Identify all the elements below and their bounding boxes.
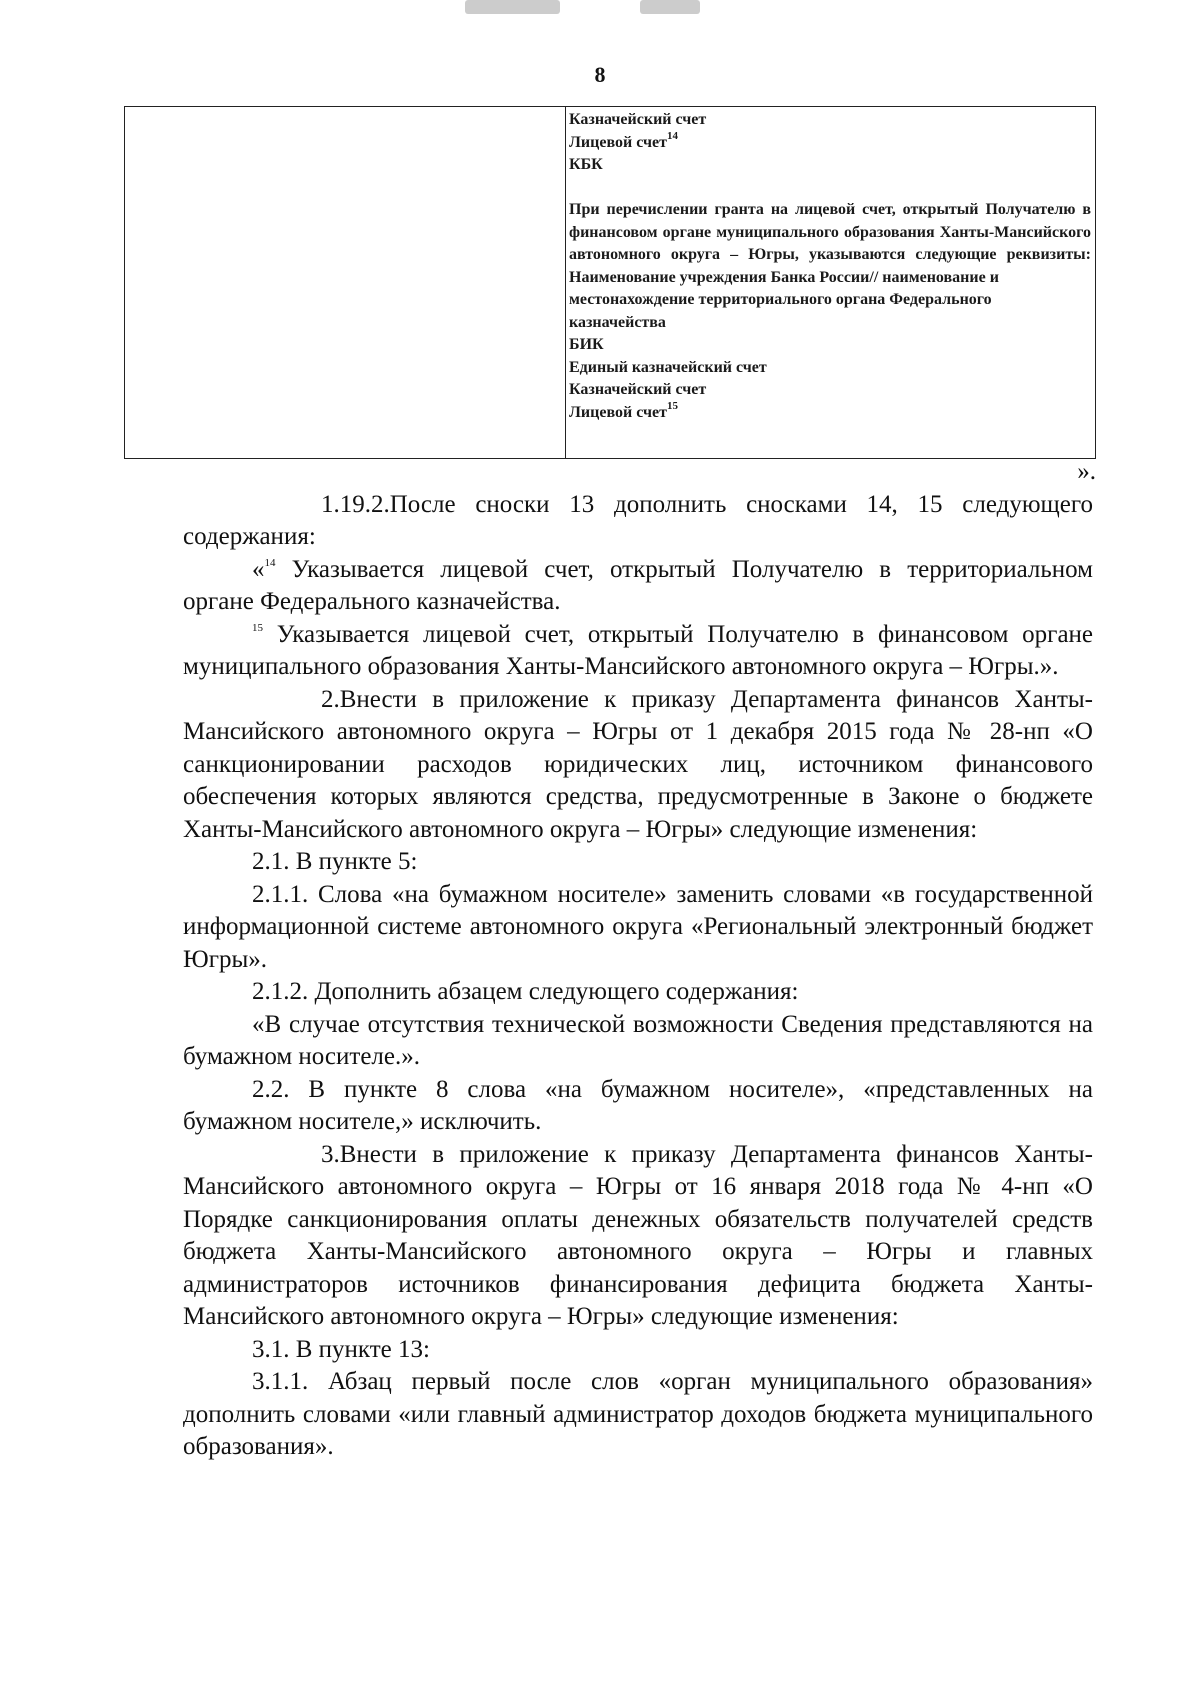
- paragraph-2-1-2: 2.1.2. Дополнить абзацем следующего содержания:: [252, 978, 799, 1005]
- footnote-ref: 14: [666, 130, 678, 143]
- cell-line: Лицевой счет$^{15}$: [569, 400, 678, 421]
- footnote-15: $^{15}$ Указывается лицевой счет, открытый Получателю в финансовом органе муниципального образования Ханты-Мансийского автономного округа – Югры.».: [183, 620, 1094, 680]
- cell-line: казначейства: [569, 313, 666, 331]
- cell-line: Казначейский счет: [569, 111, 707, 128]
- cell-line: местонахождение территориального органа Федерального: [569, 291, 992, 308]
- closing-quote: ».: [1077, 458, 1096, 485]
- cell-paragraph: При перечислении гранта на лицевой счет, открытый Получателю в финансовом органе муниципального образования Ханты-Мансийского автономного округа – Югры, указываются следующие реквизиты:: [569, 201, 1091, 263]
- footnote-ref: 15: [252, 622, 263, 635]
- paragraph-1-19-2: 1.19.2.После сноски 13 дополнить сносками 14, 15 следующего содержания:: [183, 490, 1093, 550]
- cell-line: КБК: [569, 156, 603, 173]
- cell-line: Наименование учреждения Банка России// наименование и: [569, 268, 999, 286]
- paragraph-3: 3.Внести в приложение к приказу Департамента финансов Ханты-Мансийского автономного округа – Югры от 16 января 2018 года № 4-нп «О Порядке санкционирования оплаты денежных обязательств получателей средств бюджета Ханты-Мансийского автономного округа – Югры и главных администраторов источников финансирования дефицита бюджета Ханты-Мансийского автономного округа – Югры» следующие изменения:: [183, 1140, 1093, 1330]
- paragraph-2-1: 2.1. В пункте 5:: [252, 848, 418, 875]
- scan-artifact: [465, 0, 560, 14]
- footnote-ref: 14: [264, 557, 276, 570]
- footnote-ref: 15: [666, 400, 678, 413]
- requisites-cell: [569, 109, 1091, 424]
- paragraph-number: 1.19.2.: [321, 490, 390, 518]
- paragraph-number: 2.: [321, 685, 340, 713]
- scan-artifact: [640, 0, 700, 14]
- paragraph-2-1-2-quote: «В случае отсутствия технической возможности Сведения представляются на бумажном носителе.».: [183, 1010, 1093, 1070]
- cell-line: БИК: [569, 336, 604, 353]
- document-body: [183, 456, 1096, 1464]
- paragraph-3-1-1: 3.1.1. Абзац первый после слов «орган муниципального образования» дополнить словами «или главный администратор доходов бюджета муниципального образования».: [183, 1368, 1093, 1460]
- table-column-divider: [565, 107, 566, 458]
- cell-line: Лицевой счет$^{14}$: [569, 130, 678, 151]
- page-number: 8: [594, 62, 606, 87]
- paragraph-2-1-1: 2.1.1. Слова «на бумажном носителе» заменить словами «в государственной информационной системе автономного округа «Региональный электронный бюджет Югры».: [183, 880, 1093, 973]
- paragraph-2: 2.Внести в приложение к приказу Департамента финансов Ханты-Мансийского автономного округа – Югры от 1 декабря 2015 года № 28-нп «О санкционировании расходов юридических лиц, источником финансового обеспечения которых являются средства, предусмотренные в Законе о бюджете Ханты-Мансийского автономного округа – Югры» следующие изменения:: [183, 685, 1093, 843]
- footnote-14: «$^{14}$ Указывается лицевой счет, открытый Получателю в территориальном органе Федерального казначейства.: [183, 555, 1093, 615]
- cell-line: Казначейский счет: [569, 381, 707, 398]
- paragraph-number: 3.: [321, 1140, 340, 1168]
- paragraph-2-2: 2.2. В пункте 8 слова «на бумажном носителе», «представленных на бумажном носителе,» исключить.: [183, 1075, 1093, 1135]
- requisites-table: [124, 106, 1096, 459]
- paragraph-3-1: 3.1. В пункте 13:: [252, 1335, 430, 1363]
- cell-line: Единый казначейский счет: [569, 358, 767, 376]
